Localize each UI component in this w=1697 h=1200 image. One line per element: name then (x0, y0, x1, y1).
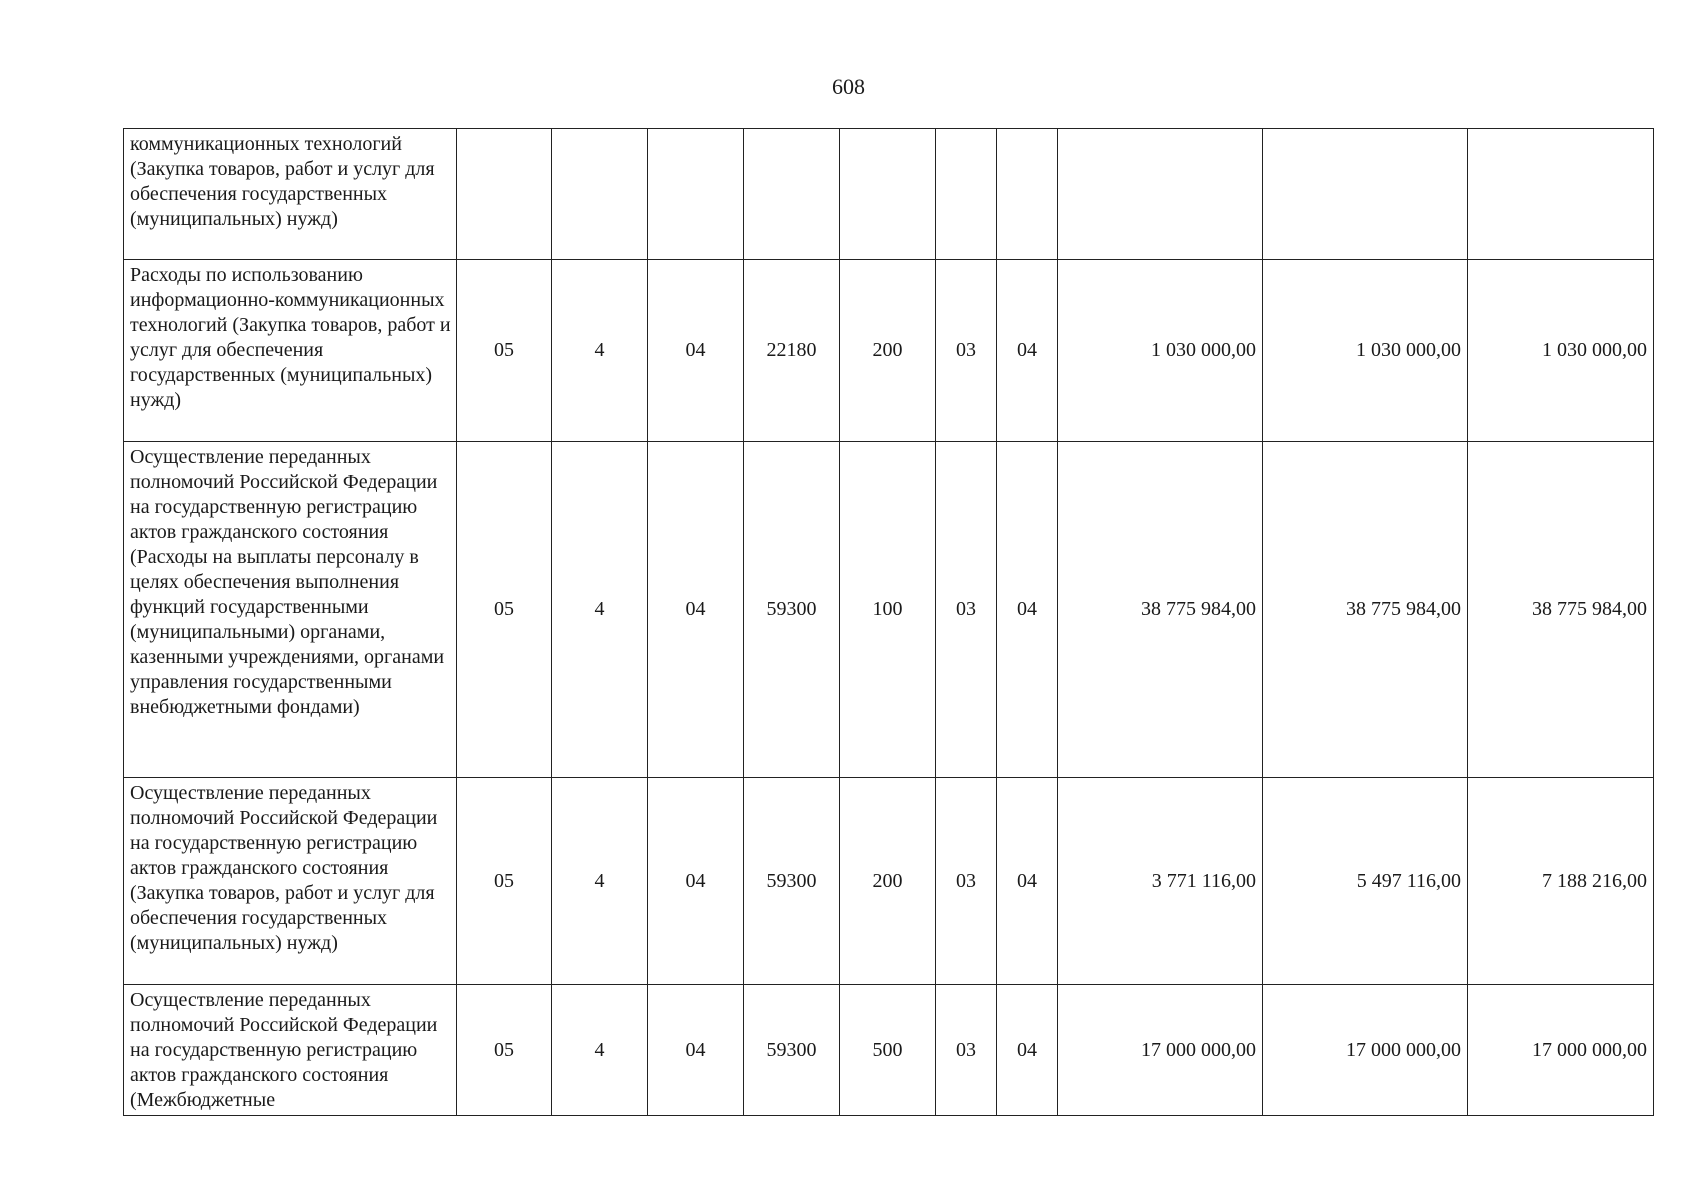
code-cell: 03 (936, 778, 997, 985)
code-cell: 05 (457, 442, 552, 778)
amount-cell: 1 030 000,00 (1468, 260, 1654, 442)
amount-cell: 17 000 000,00 (1058, 985, 1263, 1116)
row-description: коммуникационных технологий (Закупка товаров, работ и услуг для обеспечения государственных (муниципальных) нужд) (124, 129, 457, 260)
code-cell (648, 129, 744, 260)
amount-cell (1468, 129, 1654, 260)
code-cell: 100 (840, 442, 936, 778)
table-row (124, 985, 1654, 1116)
code-cell (997, 129, 1058, 260)
amount-cell: 17 000 000,00 (1263, 985, 1468, 1116)
row-description: Осуществление переданных полномочий Российской Федерации на государственную регистрацию актов гражданского состояния (Межбюджетные (124, 985, 457, 1116)
code-cell: 04 (997, 985, 1058, 1116)
code-cell: 22180 (744, 260, 840, 442)
row-description: Осуществление переданных полномочий Российской Федерации на государственную регистрацию актов гражданского состояния (Закупка товаров, работ и услуг для обеспечения государственных (муниципальных) нужд) (124, 778, 457, 985)
amount-cell: 1 030 000,00 (1263, 260, 1468, 442)
table-row (124, 442, 1654, 778)
code-cell (840, 129, 936, 260)
code-cell: 04 (648, 778, 744, 985)
amount-cell: 17 000 000,00 (1468, 985, 1654, 1116)
amount-cell: 7 188 216,00 (1468, 778, 1654, 985)
code-cell: 03 (936, 985, 997, 1116)
amount-cell: 38 775 984,00 (1263, 442, 1468, 778)
code-cell: 59300 (744, 442, 840, 778)
amount-cell: 38 775 984,00 (1058, 442, 1263, 778)
amount-cell: 38 775 984,00 (1468, 442, 1654, 778)
code-cell: 05 (457, 260, 552, 442)
code-cell: 05 (457, 778, 552, 985)
code-cell: 04 (648, 260, 744, 442)
table-row (124, 260, 1654, 442)
code-cell (744, 129, 840, 260)
code-cell: 59300 (744, 778, 840, 985)
code-cell: 04 (997, 778, 1058, 985)
code-cell (936, 129, 997, 260)
budget-table (123, 128, 1654, 1116)
code-cell: 05 (457, 985, 552, 1116)
code-cell: 04 (648, 985, 744, 1116)
code-cell: 04 (997, 442, 1058, 778)
code-cell: 04 (648, 442, 744, 778)
amount-cell (1058, 129, 1263, 260)
amount-cell: 5 497 116,00 (1263, 778, 1468, 985)
row-description: Расходы по использованию информационно-коммуникационных технологий (Закупка товаров, работ и услуг для обеспечения государственных (муниципальных) нужд) (124, 260, 457, 442)
code-cell: 04 (997, 260, 1058, 442)
table-row (124, 778, 1654, 985)
amount-cell: 1 030 000,00 (1058, 260, 1263, 442)
code-cell: 4 (552, 985, 648, 1116)
code-cell (552, 129, 648, 260)
code-cell: 4 (552, 442, 648, 778)
code-cell: 4 (552, 778, 648, 985)
amount-cell: 3 771 116,00 (1058, 778, 1263, 985)
code-cell: 59300 (744, 985, 840, 1116)
code-cell: 4 (552, 260, 648, 442)
row-description: Осуществление переданных полномочий Российской Федерации на государственную регистрацию актов гражданского состояния (Расходы на выплаты персоналу в целях обеспечения выполнения функций государственными (муниципальными) органами, казенными учреждениями, органами управления государственными внебюджетными фондами) (124, 442, 457, 778)
page-number: 608 (832, 74, 865, 99)
code-cell: 03 (936, 260, 997, 442)
code-cell (457, 129, 552, 260)
amount-cell (1263, 129, 1468, 260)
code-cell: 500 (840, 985, 936, 1116)
table-row (124, 129, 1654, 260)
code-cell: 03 (936, 442, 997, 778)
code-cell: 200 (840, 260, 936, 442)
code-cell: 200 (840, 778, 936, 985)
